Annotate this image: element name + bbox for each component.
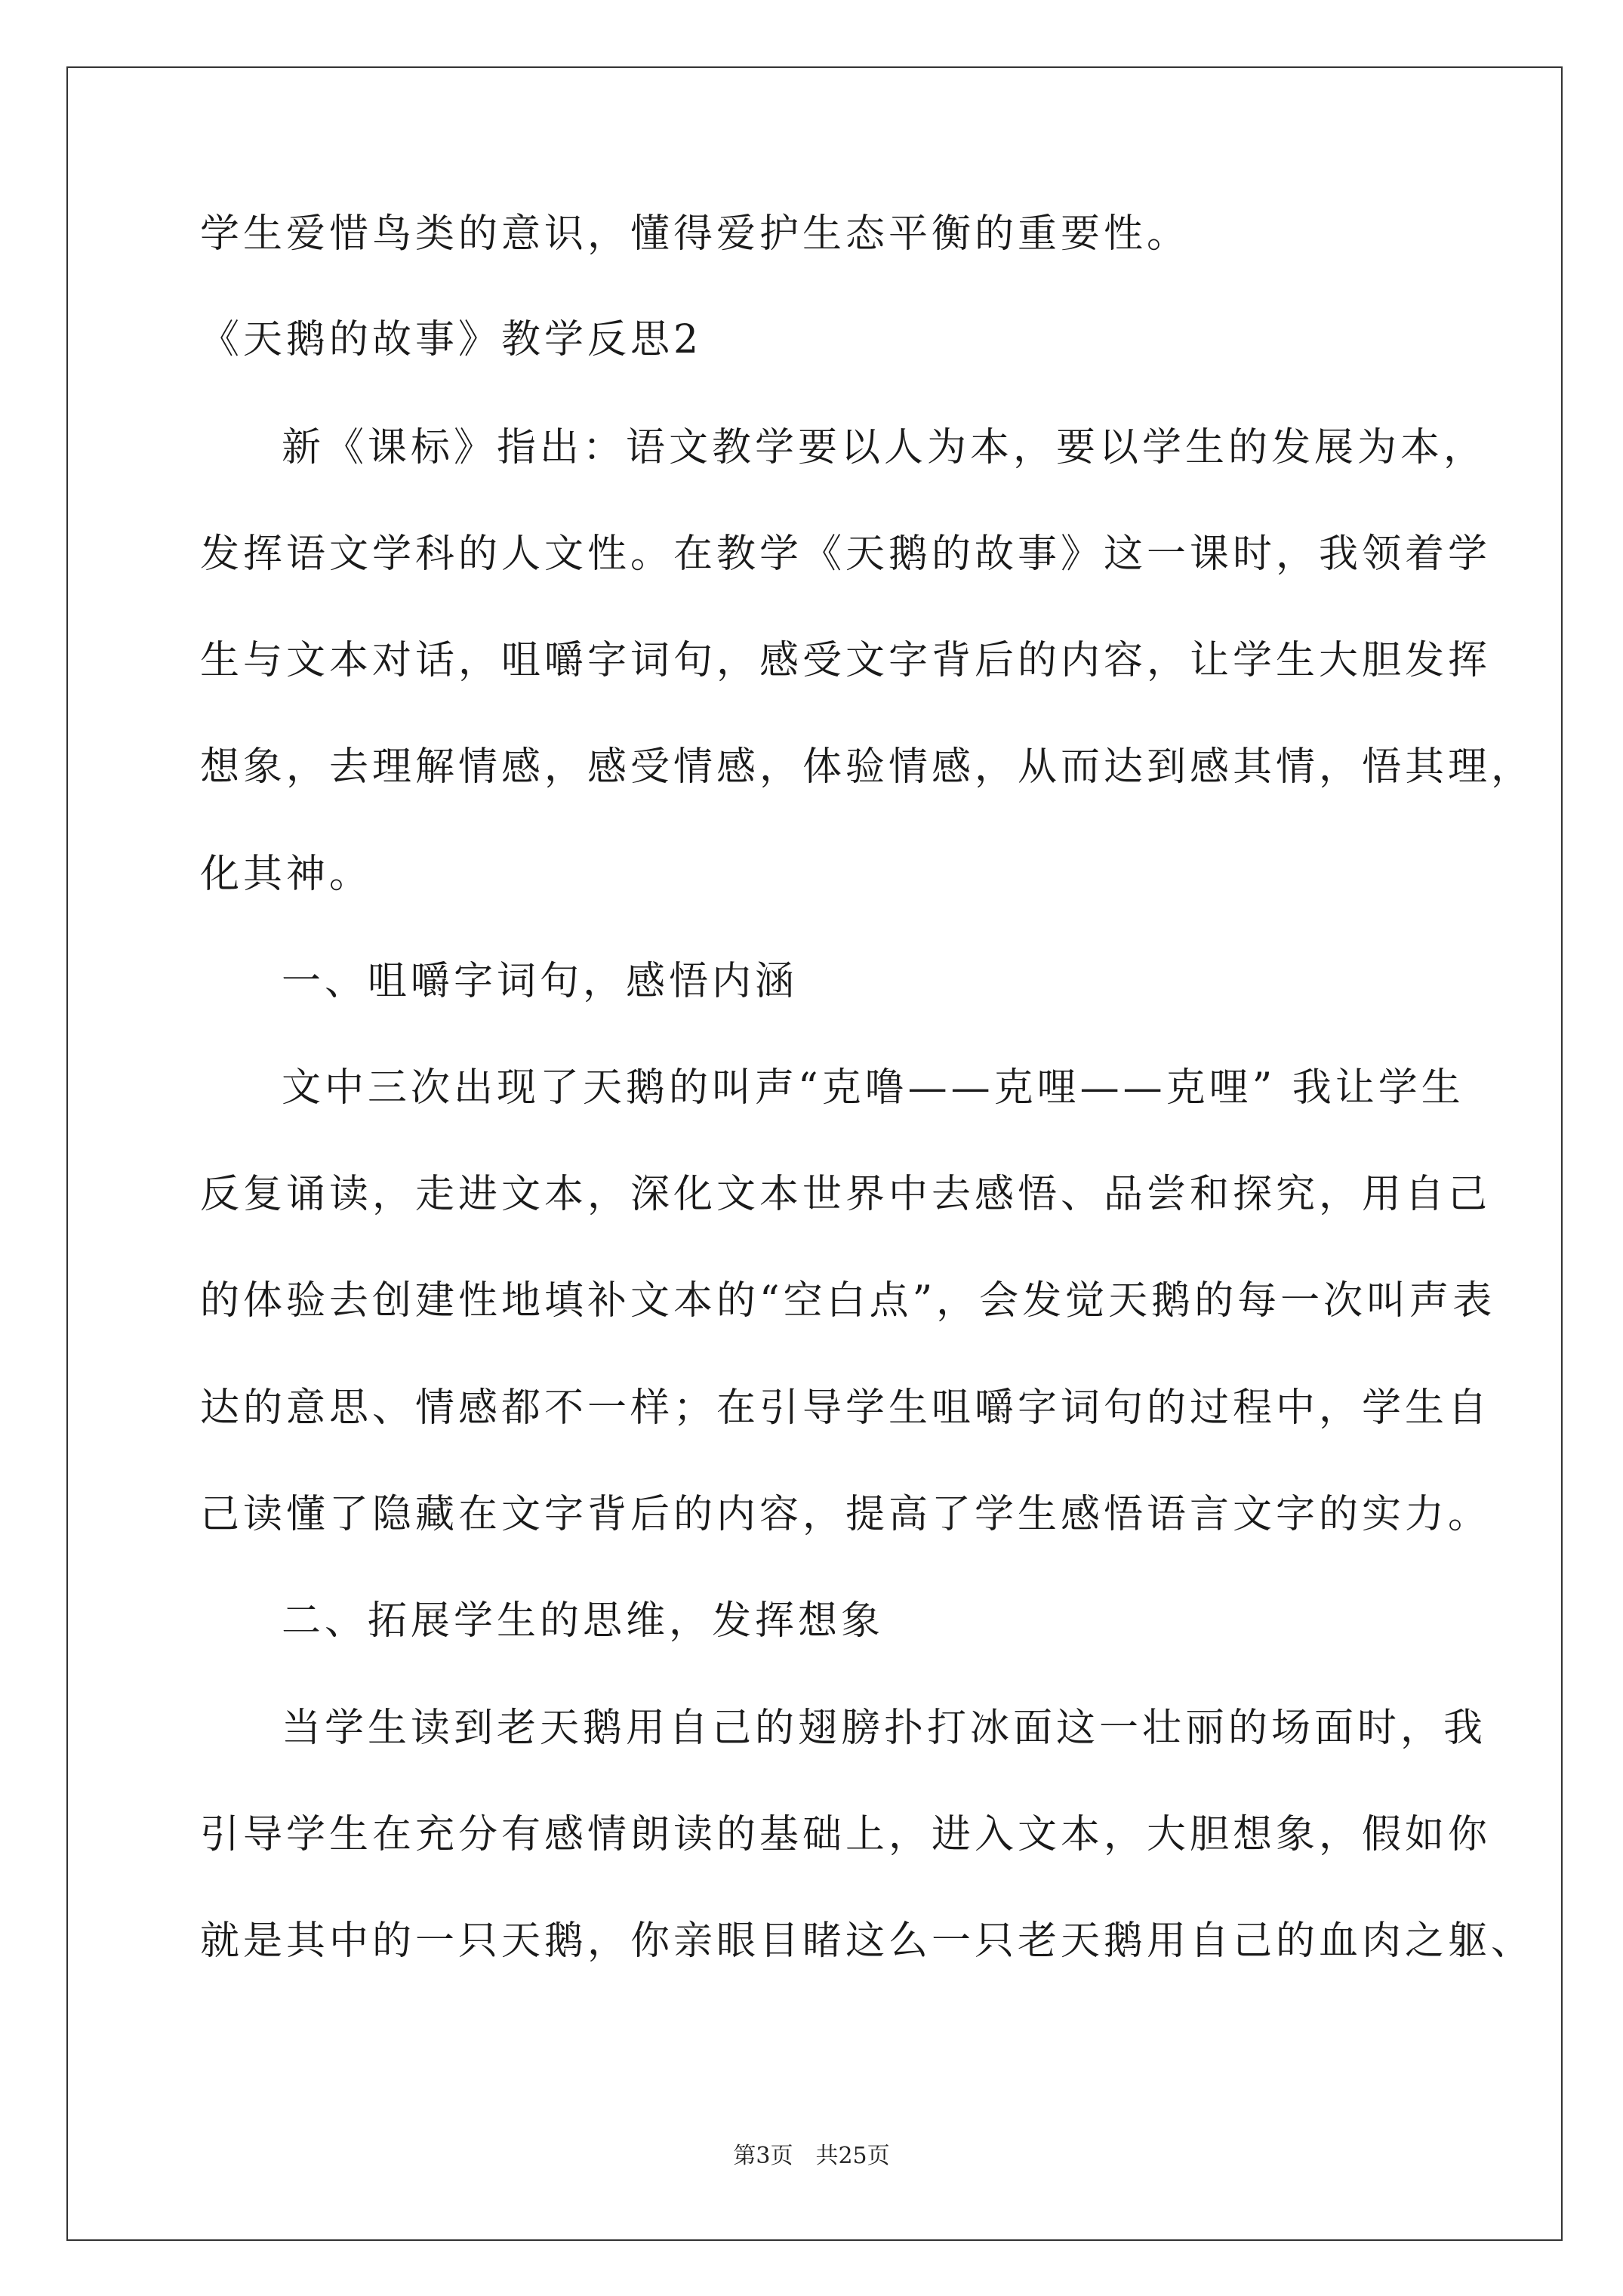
text-line: 学生爱惜鸟类的意识，懂得爱护生态平衡的重要性。 xyxy=(200,211,1190,257)
text-line: 引导学生在充分有感情朗读的基础上，进入文本，大胆想象，假如你 xyxy=(200,1812,1492,1857)
page-border xyxy=(66,66,1563,2241)
text-line: 生与文本对话，咀嚼字词句，感受文字背后的内容，让学生大胆发挥 xyxy=(200,638,1492,683)
text-line: 反复诵读，走进文本，深化文本世界中去感悟、品尝和探究，用自己 xyxy=(200,1172,1492,1217)
text-line: 发挥语文学科的人文性。在教学《天鹅的故事》这一课时，我领着学 xyxy=(200,532,1492,577)
text-line: 文中三次出现了天鹅的叫声“克噜——克哩——克哩” 我让学生 xyxy=(282,1065,1464,1111)
text-line: 化其神。 xyxy=(200,852,373,897)
text-line: 就是其中的一只天鹅，你亲眼目睹这么一只老天鹅用自己的血肉之躯、 xyxy=(200,1918,1535,1964)
text-line: 己读懂了隐藏在文字背后的内容，提高了学生感悟语言文字的实力。 xyxy=(200,1492,1492,1537)
text-line: 想象，去理解情感，感受情感，体验情感，从而达到感其情，悟其理， xyxy=(200,744,1535,790)
text-line: 新《课标》指出：语文教学要以人为本，要以学生的发展为本， xyxy=(282,425,1487,470)
subheading: 二、拓展学生的思维，发挥想象 xyxy=(282,1598,885,1644)
subheading: 一、咀嚼字词句，感悟内涵 xyxy=(282,959,799,1004)
text-line: 当学生读到老天鹅用自己的翅膀扑打冰面这一壮丽的场面时，我 xyxy=(282,1706,1487,1751)
section-title: 《天鹅的故事》教学反思2 xyxy=(200,317,703,362)
page-footer: 第3页 共25页 xyxy=(733,2143,890,2169)
text-line: 的体验去创建性地填补文本的“空白点”，会发觉天鹅的每一次叫声表 xyxy=(200,1278,1496,1324)
text-line: 达的意思、情感都不一样；在引导学生咀嚼字词句的过程中，学生自 xyxy=(200,1385,1492,1431)
